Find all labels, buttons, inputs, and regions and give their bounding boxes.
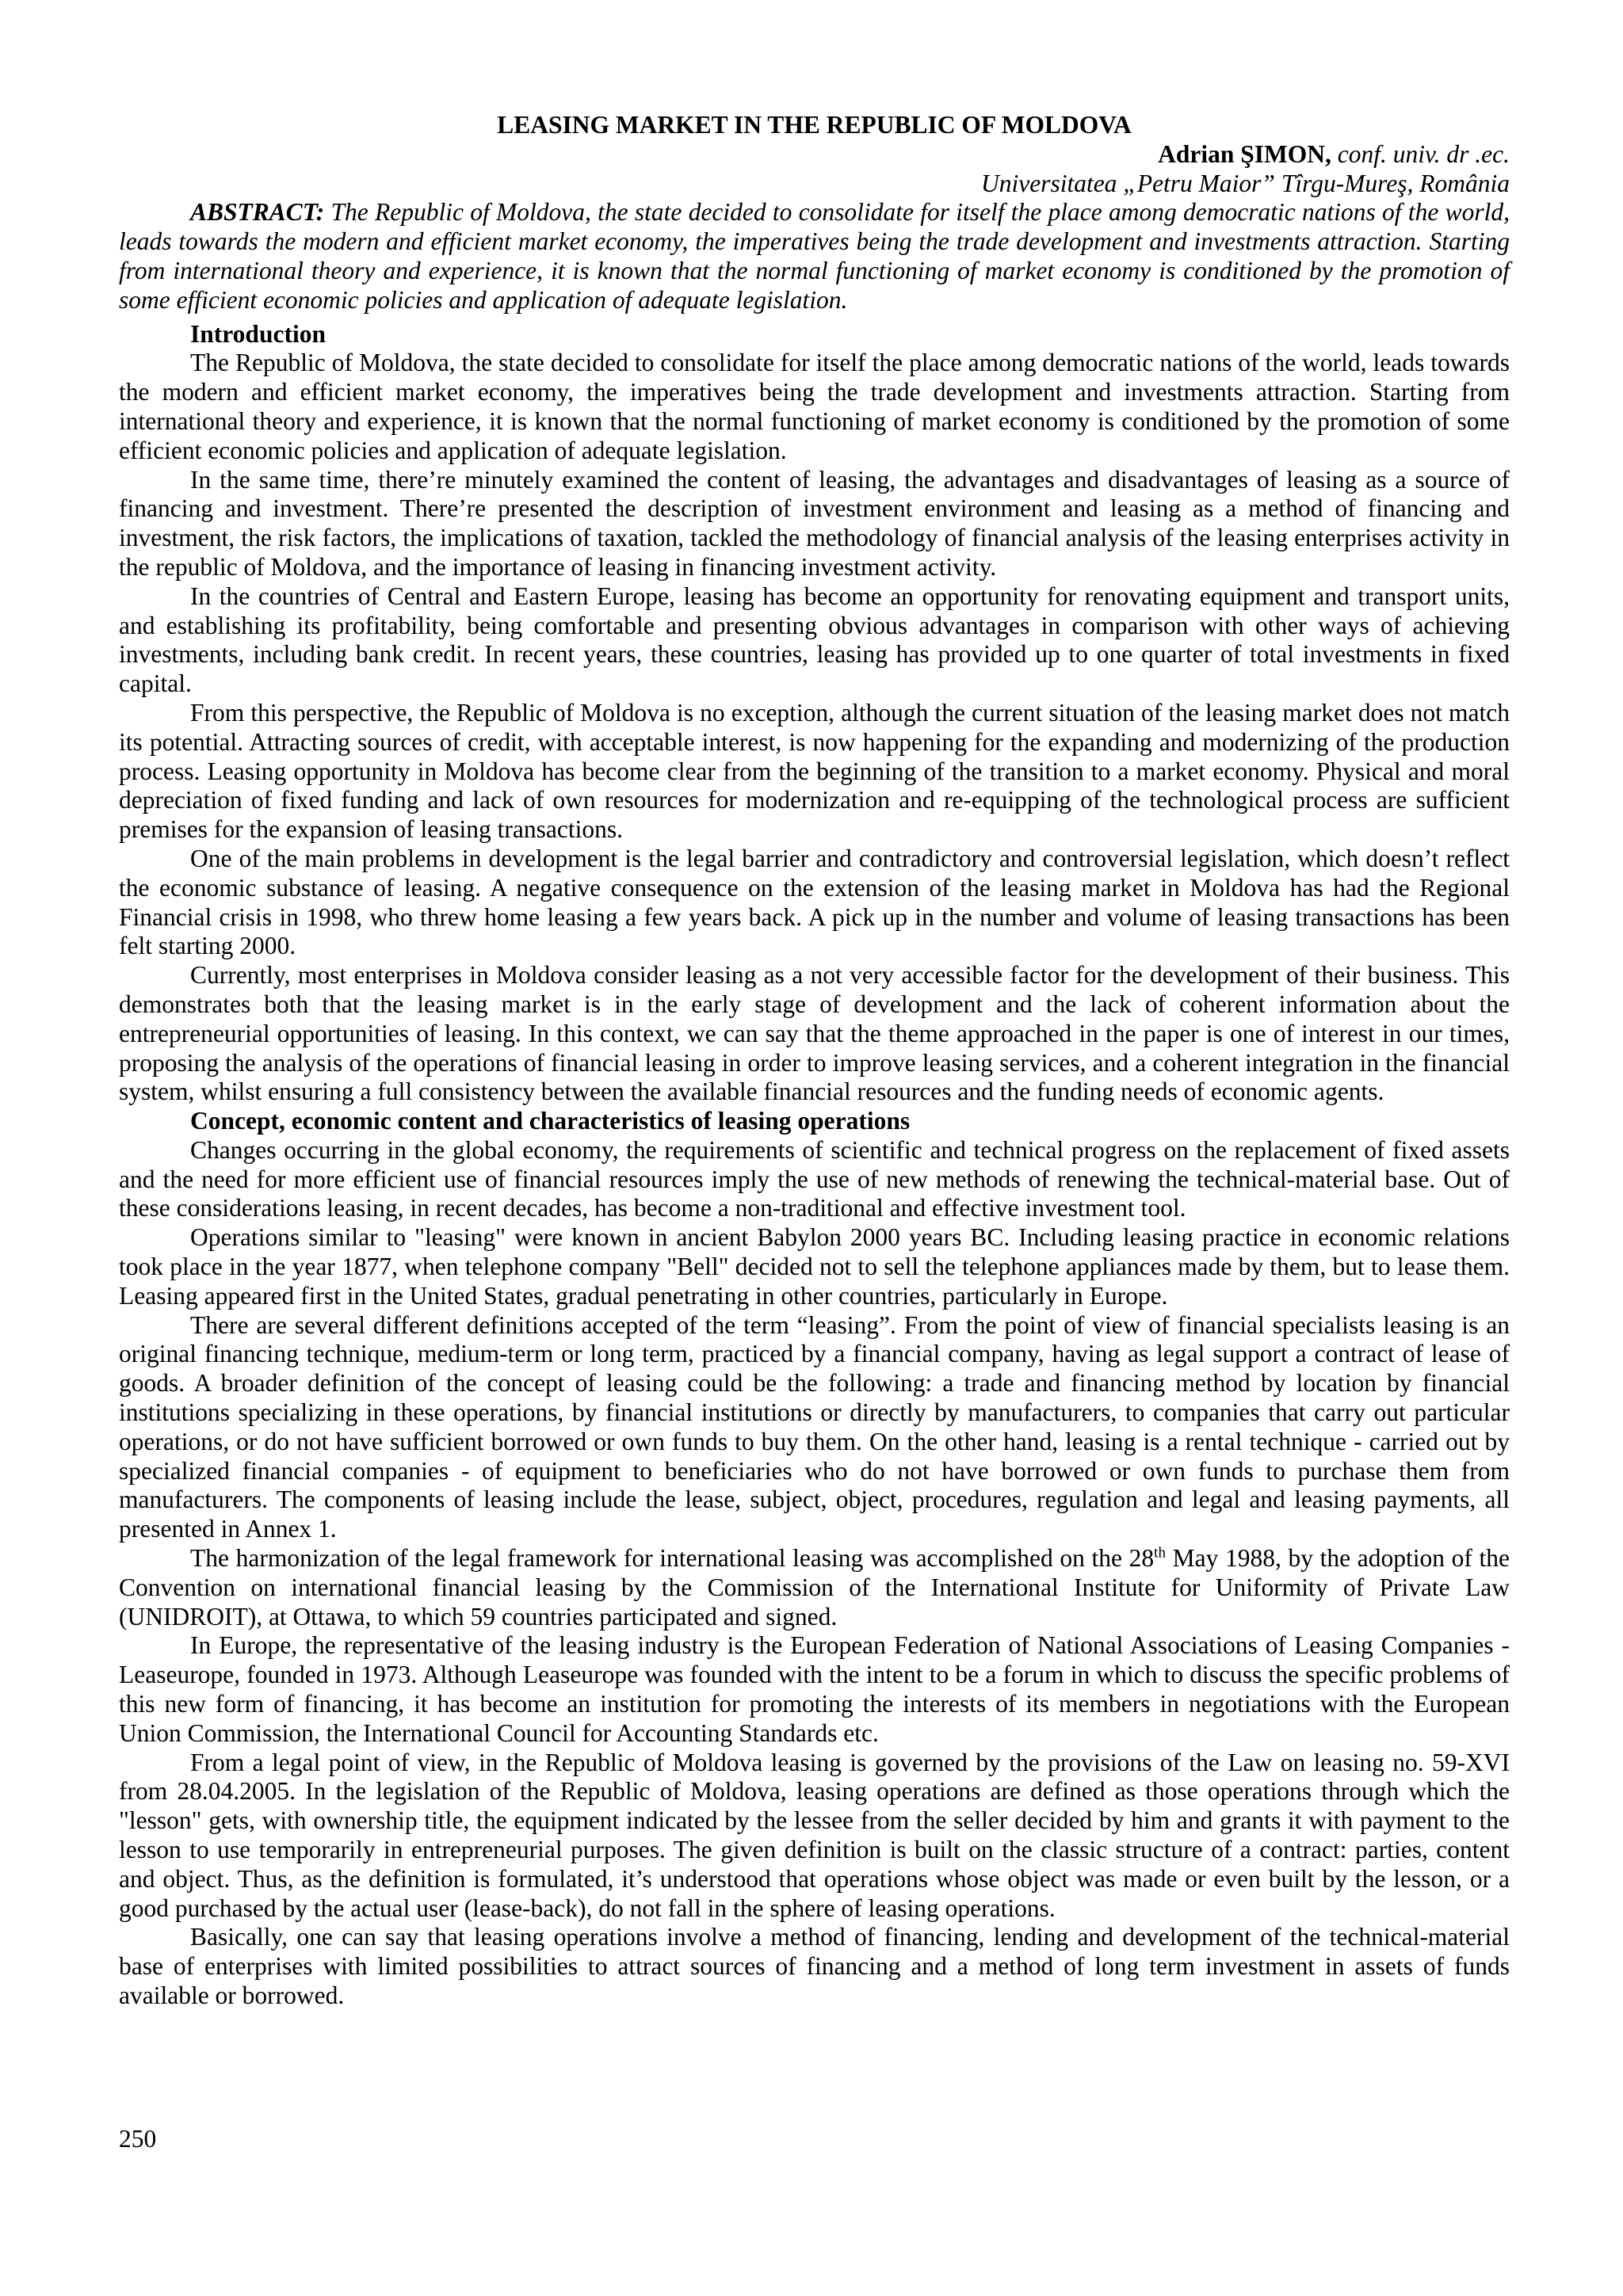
author-affiliation: Universitatea „Petru Maior” Tîrgu-Mureş, România	[980, 169, 1510, 197]
section-heading-introduction: Introduction	[190, 319, 326, 348]
intro-paragraph-1: The Republic of Moldova, the state decided to consolidate for itself the place among democratic nations of the world, leads towards the modern and efficient market economy, the imperatives being the trade development and investments attraction. Starting from international theory and experience, it is known that the normal functioning of market economy is conditioned by the promotion of some efficient economic policies and application of adequate legislation.	[119, 349, 1510, 464]
page-number: 250	[119, 2125, 157, 2153]
ordinal-superscript: th	[1154, 1544, 1166, 1562]
concept-paragraph-3: There are several different definitions accepted of the term “leasing”. From the point of view of financial specialists leasing is an original financing technique, medium-term or long term, practiced by a financial company, having as legal support a contract of lease of goods. A broader definition of the concept of leasing could be the following: a trade and financing method by location by financial institutions specializing in these operations, by financial institutions or directly by manufacturers, to companies that carry out particular operations, or do not have sufficient borrowed or own funds to buy them. On the other hand, leasing is a rental technique - carried out by specialized financial companies - of equipment to beneficiaries who do not have borrowed or own funds to purchase them from manufacturers. The components of leasing include the lease, subject, object, procedures, regulation and legal and leasing payments, all presented in Annex 1.	[119, 1310, 1510, 1543]
concept-paragraph-4-end: May 1988, by the adoption of the Convention on international financial leasing by the Commission of the International Institute for Uniformity of Private Law (UNIDROIT), at Ottawa, to which 59 countries participated and signed.	[119, 1544, 1510, 1630]
paper-page	[119, 111, 1510, 2011]
intro-paragraph-2: In the same time, there’re minutely examined the content of leasing, the advantages and disadvantages of leasing as a source of financing and investment. There’re presented the description of investment environment and leasing as a method of financing and investment, the risk factors, the implications of taxation, tackled the methodology of financial analysis of the leasing enterprises activity in the republic of Moldova, and the importance of leasing in financing investment activity.	[119, 465, 1510, 581]
concept-paragraph-1: Changes occurring in the global economy, the requirements of scientific and technical progress on the replacement of fixed assets and the need for more efficient use of financial resources imply the use of new methods of renewing the technical-material base. Out of these considerations leasing, in recent decades, has become a non-traditional and effective investment tool.	[119, 1135, 1510, 1222]
abstract	[119, 198, 1510, 315]
intro-paragraph-4: From this perspective, the Republic of Moldova is no exception, although the current situation of the leasing market does not match its potential. Attracting sources of credit, with acceptable interest, is now happening for the expanding and modernizing of the production process. Leasing opportunity in Moldova has become clear from the beginning of the transition to a market economy. Physical and moral depreciation of fixed funding and lack of own resources for modernization and re-equipping of the technological process are sufficient premises for the expansion of leasing transactions.	[119, 698, 1510, 844]
concept-paragraph-4-start: The harmonization of the legal framework for international leasing was accomplished on the 28	[190, 1544, 1155, 1573]
concept-paragraph-4	[119, 1544, 1510, 1631]
concept-paragraph-2: Operations similar to "leasing" were known in ancient Babylon 2000 years BC. Including leasing practice in economic relations took place in the year 1877, when telephone company "Bell" decided not to sell the telephone appliances made by them, but to lease them. Leasing appeared first in the United States, gradual penetrating in other countries, particularly in Europe.	[119, 1223, 1510, 1310]
paper-title: LEASING MARKET IN THE REPUBLIC OF MOLDOVA	[497, 111, 1132, 139]
abstract-label: ABSTRACT:	[190, 198, 325, 227]
abstract-text: The Republic of Moldova, the state decided to consolidate for itself the place among democratic nations of the world, leads towards the modern and efficient market economy, the imperatives being the trade development and investments attraction. Starting from international theory and experience, it is known that the normal functioning of market economy is conditioned by the promotion of some efficient economic policies and application of adequate legislation.	[119, 198, 1510, 314]
author-name: Adrian ŞIMON,	[1158, 139, 1331, 168]
concept-paragraph-7: Basically, one can say that leasing operations involve a method of financing, lending and development of the technical-material base of enterprises with limited possibilities to attract sources of financing and a method of long term investment in assets of funds available or borrowed.	[119, 1923, 1510, 2009]
concept-paragraph-6: From a legal point of view, in the Republic of Moldova leasing is governed by the provisions of the Law on leasing no. 59-XVI from 28.04.2005. In the legislation of the Republic of Moldova, leasing operations are defined as those operations through which the "lesson" gets, with ownership title, the equipment indicated by the lessee from the seller decided by him and grants it with payment to the lesson to use temporarily in entrepreneurial purposes. The given definition is built on the classic structure of a contract: parties, content and object. Thus, as the definition is formulated, it’s understood that operations whose object was made or even built by the lesson, or a good purchased by the actual user (lease-back), do not fall in the sphere of leasing operations.	[119, 1748, 1510, 1922]
concept-paragraph-5: In Europe, the representative of the leasing industry is the European Federation of National Associations of Leasing Companies - Leaseurope, founded in 1973. Although Leaseurope was founded with the intent to be a forum in which to discuss the specific problems of this new form of financing, it has become an institution for promoting the interests of its members in negotiations with the European Union Commission, the International Council for Accounting Standards etc.	[119, 1631, 1510, 1747]
intro-paragraph-5: One of the main problems in development is the legal barrier and contradictory and controversial legislation, which doesn’t reflect the economic substance of leasing. A negative consequence on the extension of the leasing market in Moldova has had the Regional Financial crisis in 1998, who threw home leasing a few years back. A pick up in the number and volume of leasing transactions has been felt starting 2000.	[119, 844, 1510, 960]
author-degree: conf. univ. dr .ec.	[1337, 139, 1510, 168]
section-heading-concept: Concept, economic content and characteristics of leasing operations	[190, 1107, 911, 1135]
intro-paragraph-6: Currently, most enterprises in Moldova consider leasing as a not very accessible factor for the development of their business. This demonstrates both that the leasing market is in the early stage of development and the lack of coherent information about the entrepreneurial opportunities of leasing. In this context, we can say that the theme approached in the paper is one of interest in our times, proposing the analysis of the operations of financial leasing in order to improve leasing services, and a coherent integration in the financial system, whilst ensuring a full consistency between the available financial resources and the funding needs of economic agents.	[119, 961, 1510, 1106]
author-line	[119, 140, 1510, 170]
intro-paragraph-3: In the countries of Central and Eastern Europe, leasing has become an opportunity for renovating equipment and transport units, and establishing its profitability, being comfortable and presenting obvious advantages in comparison with other ways of achieving investments, including bank credit. In recent years, these countries, leasing has provided up to one quarter of total investments in fixed capital.	[119, 582, 1510, 698]
